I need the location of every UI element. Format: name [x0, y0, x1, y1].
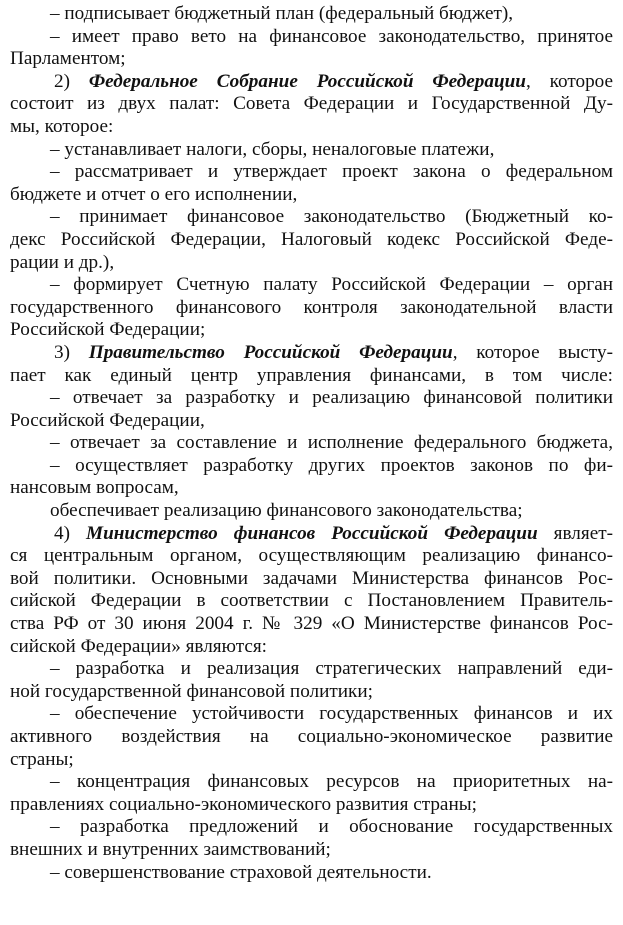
item-title-suffix: , которое высту- [452, 341, 614, 363]
text-line: – имеет право вето на финансовое законодательство, принятое [50, 25, 613, 47]
text-line: – концентрация финансовых ресурсов на приоритетных на- [50, 771, 613, 793]
text-line: – рассматривает и утверждает проект закона о федеральном [50, 161, 613, 183]
text-line: – совершенствование страховой деятельности. [50, 861, 432, 883]
item-title: Федеральное Собрание Российской Федерации [88, 70, 526, 92]
text-line: внешних и внутренних заимствований; [10, 838, 331, 860]
text-line: бюджете и отчет о его исполнении, [10, 183, 298, 205]
item-number: 2) [54, 70, 89, 92]
list-item-heading [10, 71, 613, 94]
text-line: – устанавливает налоги, сборы, неналоговые платежи, [50, 138, 495, 160]
item-title-suffix: являет- [537, 522, 614, 544]
text-line: декс Российской Федерации, Налоговый кодекс Российской Феде- [10, 228, 613, 250]
text-line: ства РФ от 30 июня 2004 г. № 329 «О Министерстве финансов Рос- [10, 613, 613, 635]
item-title: Правительство Российской Федерации [88, 341, 453, 363]
text-line: пает как единый центр управления финансами, в том числе: [10, 364, 613, 386]
item-title-suffix: , которое [525, 70, 614, 92]
list-item-heading [10, 342, 613, 365]
text-line: состоит из двух палат: Совета Федерации и Государственной Ду- [10, 93, 613, 115]
item-title: Министерство финансов Российской Федерации [86, 522, 538, 544]
item-number: 4) [54, 522, 87, 544]
text-line: – отвечает за составление и исполнение федерального бюджета, [50, 432, 613, 454]
text-line: ной государственной финансовой политики; [10, 680, 373, 702]
text-line: страны; [10, 748, 74, 770]
text-line: – разработка предложений и обоснование государственных [50, 816, 613, 838]
text-line: мы, которое: [10, 115, 114, 137]
text-line: активного воздействия на социально-экономическое развитие [10, 726, 613, 747]
text-line: правлениях социально-экономического развития страны; [10, 793, 477, 815]
text-line: обеспечивает реализацию финансового законодательства; [50, 500, 523, 522]
text-line: нансовым вопросам, [10, 477, 179, 499]
list-item-heading [10, 523, 613, 546]
text-line: Российской Федерации; [10, 319, 206, 341]
text-line: – отвечает за разработку и реализацию финансовой политики [50, 387, 613, 409]
text-line: Парламентом; [10, 48, 126, 70]
text-line: рации и др.), [10, 251, 115, 273]
text-line: сийской Федерации» являются: [10, 635, 267, 657]
text-line: – обеспечение устойчивости государственных финансов и их [50, 703, 613, 725]
text-line: сийской Федерации в соответствии с Постановлением Правитель- [10, 590, 613, 612]
item-number: 3) [54, 341, 89, 363]
text-line: – подписывает бюджетный план (федеральный бюджет), [50, 3, 514, 24]
text-line: вой политики. Основными задачами Министерства финансов Рос- [10, 567, 613, 589]
text-line: – принимает финансовое законодательство (Бюджетный ко- [50, 206, 613, 228]
text-line: – формирует Счетную палату Российской Федерации – орган [50, 274, 613, 296]
text-line: государственного финансового контроля законодательной власти [10, 296, 613, 318]
text-line: Российской Федерации, [10, 409, 205, 431]
text-line: ся центральным органом, осуществляющим реализацию финансо- [10, 545, 613, 567]
text-line: – разработка и реализация стратегических направлений еди- [50, 658, 613, 680]
text-line: – осуществляет разработку других проектов законов по фи- [50, 454, 613, 476]
